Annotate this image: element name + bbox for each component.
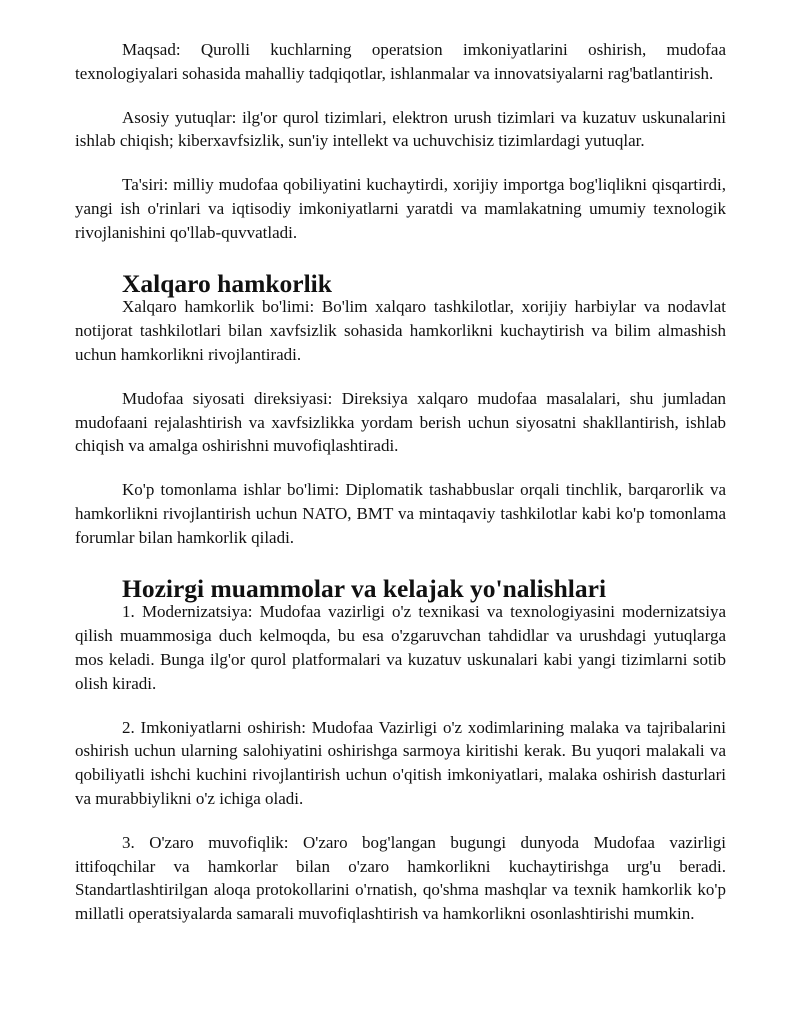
paragraph-goal: Maqsad: Qurolli kuchlarning operatsion imkoniyatlarini oshirish, mudofaa texnologiyalari sohasida mahalliy tadqiqotlar, ishlanmalar va innovatsiyalarni rag'batlantirish. [75,40,726,83]
paragraph-achievements: Asosiy yutuqlar: ilg'or qurol tizimlari, elektron urush tizimlari va kuzatuv uskunalarini ishlab chiqish; kiberxavfsizlik, sun'iy intellekt va uchuvchisiz tizimlardagi yutuqlar. [75,107,726,151]
paragraph-interoperability: 3. O'zaro muvofiqlik: O'zaro bog'langan bugungi dunyoda Mudofaa vazirligi ittifoqchilar va hamkorlar bilan o'zaro hamkorlikni kuchaytirishga urg'u beradi. Standartlashtirilgan aloqa protokollarini o'rnatish, qo'shma mashqlar va texnik hamkorlik ko'p millatli operatsiyalarda samarali muvofiqlashtirish va hamkorlikni osonlashtirishi mumkin. [75,832,726,924]
document-page [75,38,726,946]
heading-current-challenges: Hozirgi muammolar va kelajak yo'nalishlari [122,573,607,603]
paragraph-modernization: 1. Modernizatsiya: Mudofaa vazirligi o'z texnikasi va texnologiyasini modernizatsiya qilish muammosiga duch kelmoqda, bu esa o'zgaruvchan tahdidlar va urushdagi yutuqlarga mos keladi. Bunga ilg'or qurol platformalari va kuzatuv uskunalari kabi yangi tizimlarni sotib olish kiradi. [75,602,726,693]
heading-international-cooperation: Xalqaro hamkorlik [122,268,332,298]
paragraph-capacity-building: 2. Imkoniyatlarni oshirish: Mudofaa Vazirligi o'z xodimlarining malaka va tajribalarini oshirish uchun ularning salohiyatini oshirishga sarmoya kiritishi kerak. Bu yuqori malakali va qobiliyatli ishchi kuchini rivojlantirish uchun o'qitish imkoniyatlari, malaka oshirish dasturlari va murabbiylikni o'z ichiga oladi. [75,717,726,808]
paragraph-multilateral-affairs: Ko'p tomonlama ishlar bo'limi: Diplomatik tashabbuslar orqali tinchlik, barqarorlik va hamkorlikni rivojlantirish uchun NATO, BMT va mintaqaviy tashkilotlar kabi ko'p tomonlama forumlar bilan hamkorlik qiladi. [75,480,726,547]
paragraph-defense-policy: Mudofaa siyosati direksiyasi: Direksiya xalqaro mudofaa masalalari, shu jumladan mudofaani rejalashtirish va xavfsizlikka yordam berish uchun siyosatni shakllantirish, ishlab chiqish va amalga oshirishni muvofiqlashtiradi. [75,388,726,456]
paragraph-impact: Ta'siri: milliy mudofaa qobiliyatini kuchaytirdi, xorijiy importga bog'liqlikni qisqartirdi, yangi ish o'rinlari va iqtisodiy imkoniyatlarni yaratdi va mamlakatning umumiy texnologik rivojlanishini qo'llab-quvvatladi. [75,175,726,242]
paragraph-international-department: Xalqaro hamkorlik bo'limi: Bo'lim xalqaro tashkilotlar, xorijiy harbiylar va nodavlat notijorat tashkilotlari bilan xavfsizlik sohasida hamkorlikni kuchaytirish va bilim almashish uchun hamkorlikni rivojlantiradi. [75,297,726,364]
